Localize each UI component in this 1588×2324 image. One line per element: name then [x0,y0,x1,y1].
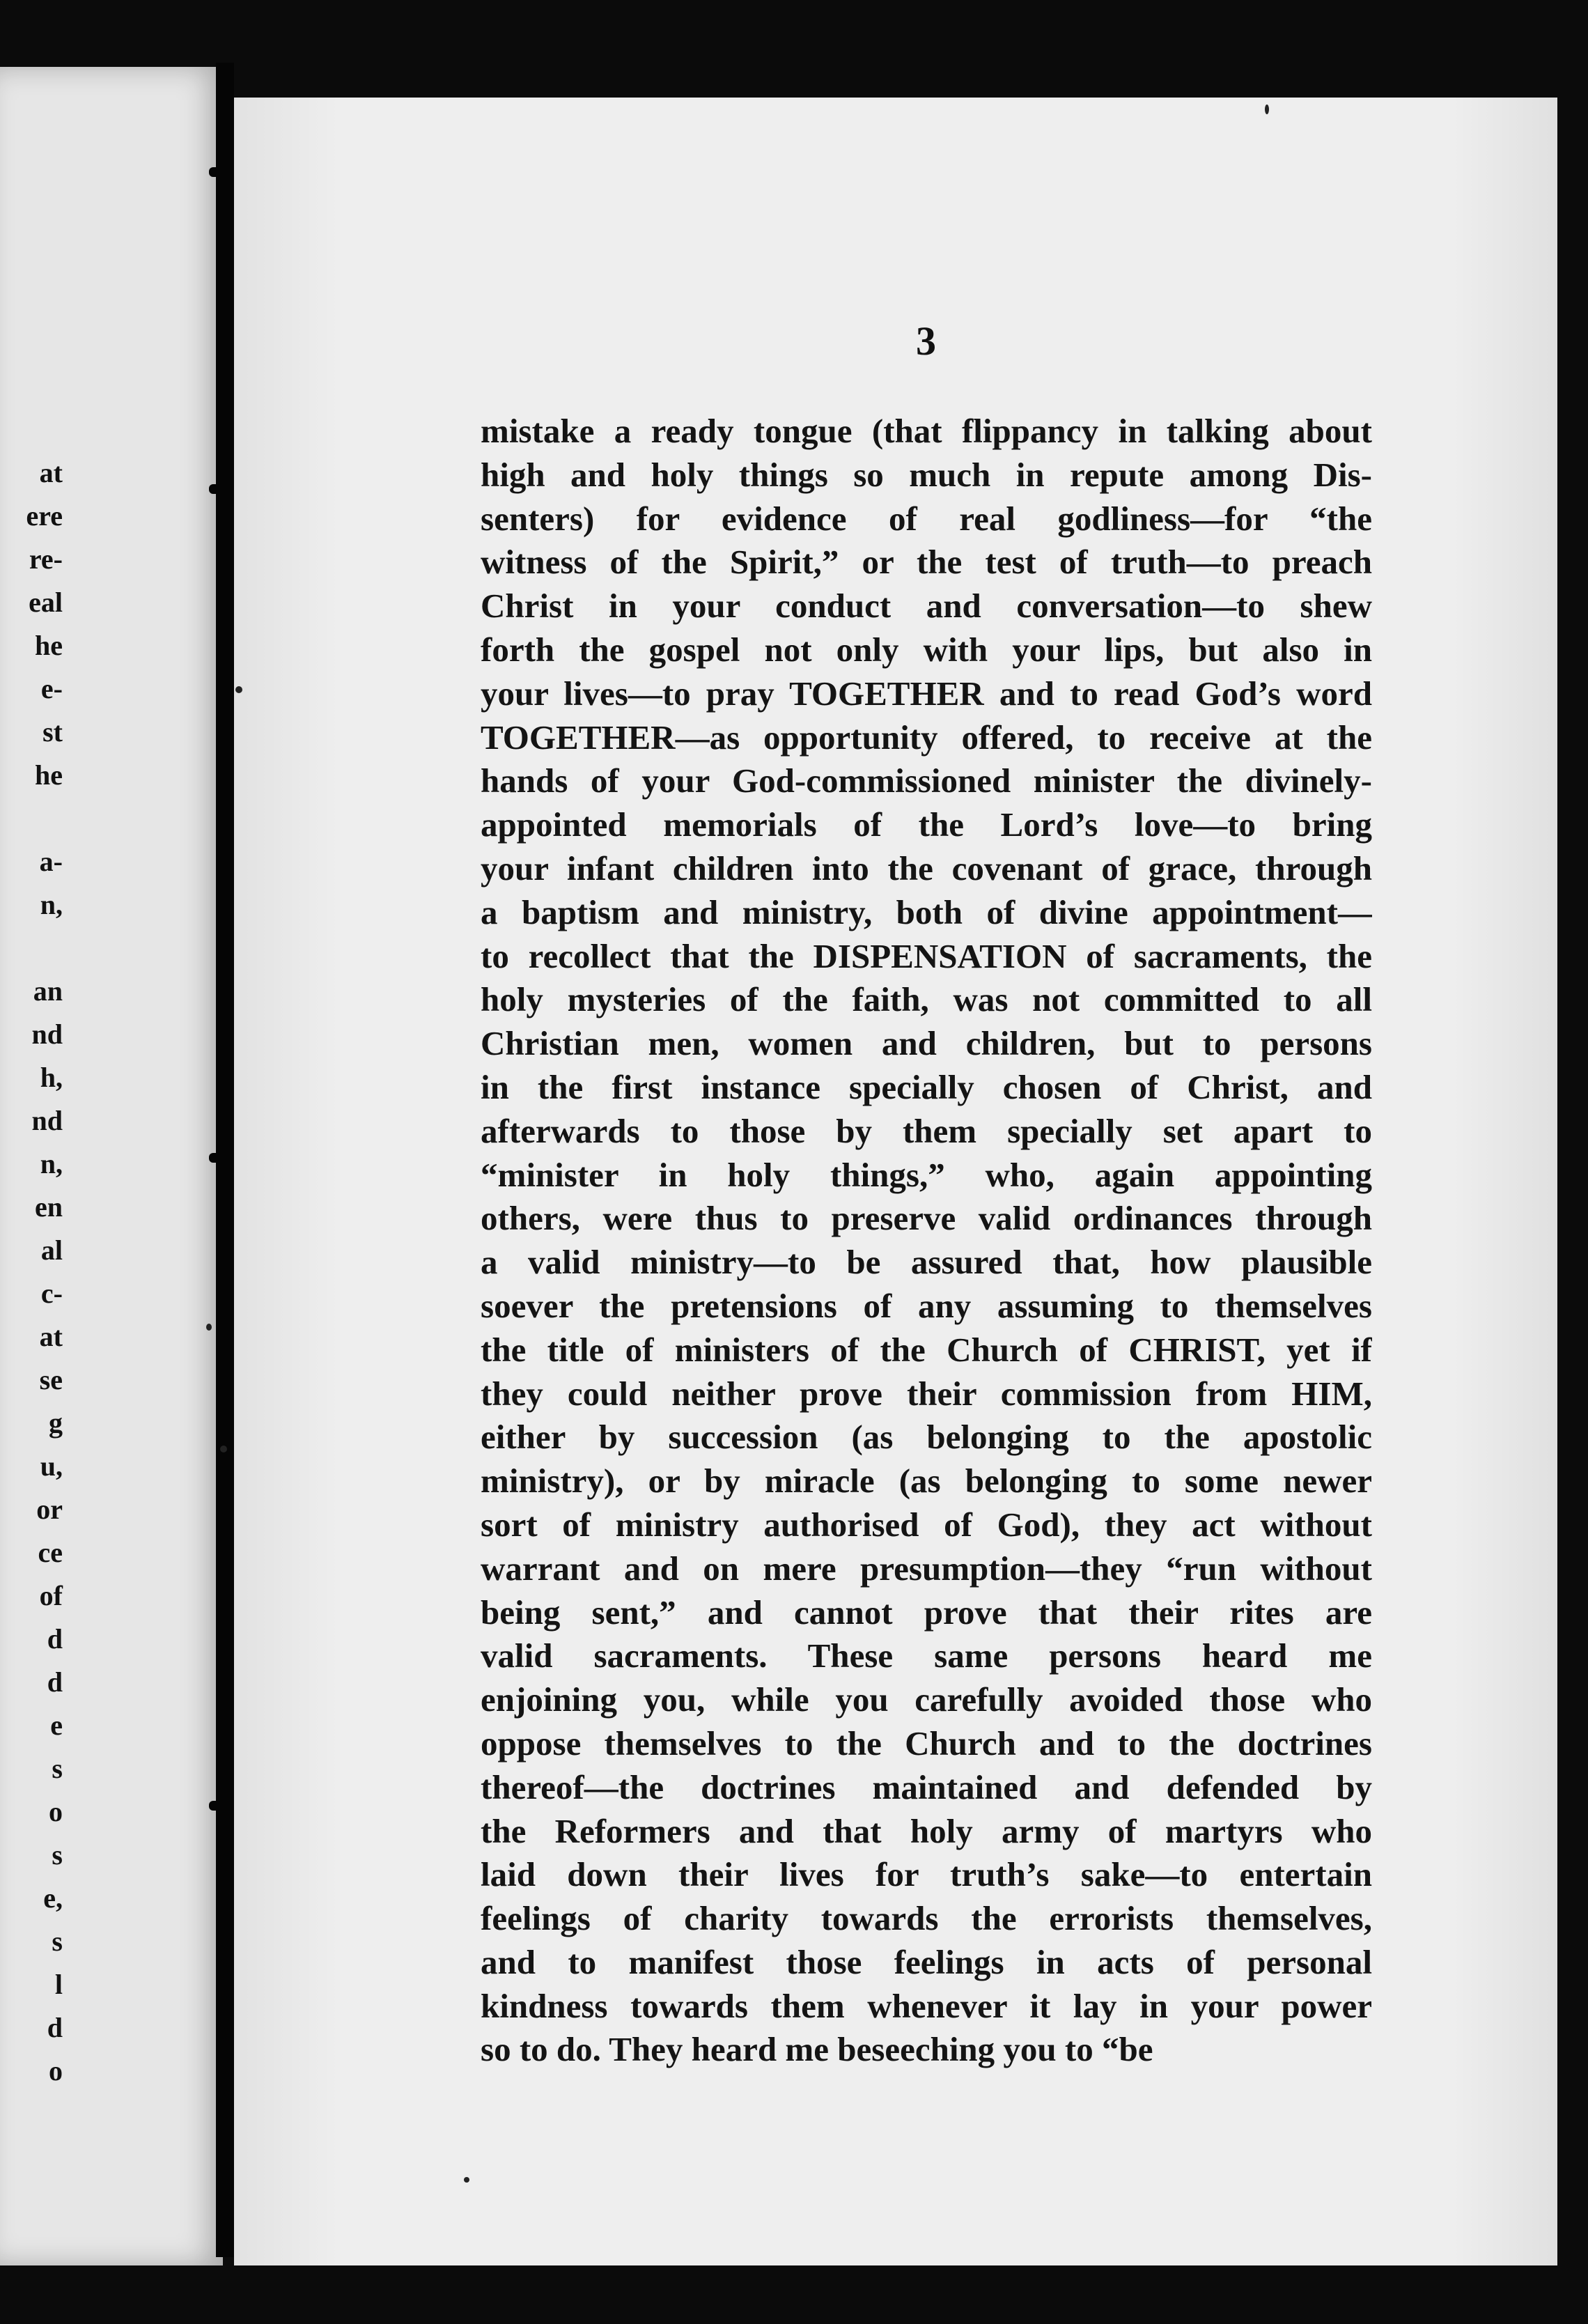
left-page-fragment: at [39,1321,63,1352]
left-page-fragment: st [42,716,63,747]
left-page-fragment: ere [26,500,63,532]
text-line: TOGETHER—as opportunity offered, to receive at the [481,718,1372,757]
left-page-fragment: e [50,1710,63,1741]
left-page-fragment: h, [40,1062,63,1093]
scan-speck [220,1446,227,1452]
scan-speck [206,1324,212,1331]
text-line: a valid ministry—to be assured that, how plausible [481,1243,1372,1282]
text-line: being sent,” and cannot prove that their rites are [481,1593,1372,1632]
text-line: so to do. They heard me beseeching you to “be [481,2030,1153,2069]
left-page-fragment: d [47,2012,63,2043]
text-line: ministry), or by miracle (as belonging to some newer [481,1462,1372,1501]
left-page-fragment: se [39,1364,63,1395]
text-line: forth the gospel not only with your lips, but also in [481,630,1372,669]
text-line: valid sacraments. These same persons heard me [481,1636,1372,1675]
text-line: Christian men, women and children, but to persons [481,1024,1372,1063]
left-page-fragment: d [47,1623,63,1655]
text-line: soever the pretensions of any assuming to themselves [481,1286,1372,1325]
text-line: high and holy things so much in repute among Dis- [481,455,1372,494]
text-line: “minister in holy things,” who, again appointing [481,1155,1372,1194]
left-page-fragment: an [33,975,63,1007]
left-page-fragment: u, [40,1450,63,1482]
left-page-fragment: d [47,1666,63,1698]
text-line: the title of ministers of the Church of CHRIST, yet if [481,1330,1372,1369]
text-line: hands of your God-commissioned minister the divinely- [481,761,1372,800]
left-page-fragment: e- [40,673,63,704]
left-page-fragment: s [52,1839,63,1870]
text-line: holy mysteries of the faith, was not committed to all [481,980,1372,1019]
scan-speck [1265,104,1269,114]
text-line: warrant and on mere presumption—they “run without [481,1549,1372,1588]
left-page-fragment: re- [29,543,63,575]
text-line: the Reformers and that holy army of martyrs who [481,1811,1372,1850]
scan-speck [235,686,242,693]
left-page-fragment [0,927,63,970]
left-page-fragment: a- [39,846,63,877]
left-page-fragment: nd [31,1018,63,1050]
left-page-fragment: of [39,1580,63,1611]
left-page-fragment: ce [38,1537,63,1568]
left-page-fragment: o [49,2055,63,2086]
text-line: thereof—the doctrines maintained and defended by [481,1767,1372,1806]
text-line: your lives—to pray TOGETHER and to read God’s word [481,674,1372,713]
left-page-fragment: n, [40,1148,63,1179]
left-page-fragment: o [49,1796,63,1827]
text-line: sort of ministry authorised of God), they act without [481,1505,1372,1544]
left-page-edge [0,67,223,2265]
text-line: a baptism and ministry, both of divine appointment— [481,892,1372,931]
page-number: 3 [916,318,936,364]
text-line: they could neither prove their commission from HIM, [481,1374,1372,1413]
page-body-text [481,410,1372,2072]
text-line: your infant children into the covenant of grace, through [481,849,1372,888]
left-page-fragment [0,797,63,840]
left-page-fragment: al [40,1234,63,1266]
left-page-fragment: he [35,759,63,791]
text-line: others, were thus to preserve valid ordinances through [481,1199,1372,1238]
text-line: laid down their lives for truth’s sake—to entertain [481,1855,1372,1894]
text-line: oppose themselves to the Church and to the doctrines [481,1723,1372,1763]
text-line: and to manifest those feelings in acts of personal [481,1942,1372,1981]
left-page-fragment: eal [29,587,63,618]
text-line: feelings of charity towards the errorists themselves, [481,1899,1372,1938]
text-line: in the first instance specially chosen of Christ, and [481,1067,1372,1106]
text-line: enjoining you, while you carefully avoided those who [481,1680,1372,1719]
text-line: witness of the Spirit,” or the test of truth—to preach [481,543,1372,582]
left-page-fragment: he [35,630,63,661]
left-page-fragment: e, [43,1882,63,1914]
book-gutter [216,63,234,2257]
text-line: appointed memorials of the Lord’s love—to bring [481,805,1372,844]
text-line: afterwards to those by them specially set apart to [481,1111,1372,1150]
left-page-fragment: c- [40,1278,63,1309]
left-page-fragment: n, [40,889,63,920]
left-page-fragment: g [49,1407,63,1439]
text-line: mistake a ready tongue (that flippancy in talking about [481,412,1372,450]
text-line: to recollect that the DISPENSATION of sacraments, the [481,936,1372,975]
left-page-fragment: or [36,1494,63,1525]
left-page-fragment: at [39,457,63,488]
left-page-fragment: s [52,1753,63,1784]
text-line: either by succession (as belonging to the apostolic [481,1418,1372,1457]
text-line: senters) for evidence of real godliness—for “the [481,499,1372,538]
left-page-fragment: en [35,1191,63,1223]
scan-speck [464,2177,469,2183]
left-page-fragment: l [54,1969,63,2000]
text-line: kindness towards them whenever it lay in your power [481,1986,1372,2025]
left-page-text-fragments [0,451,63,2093]
left-page-fragment: s [52,1926,63,1957]
left-page-fragment: nd [31,1105,63,1136]
text-line: Christ in your conduct and conversation—to shew [481,587,1372,626]
